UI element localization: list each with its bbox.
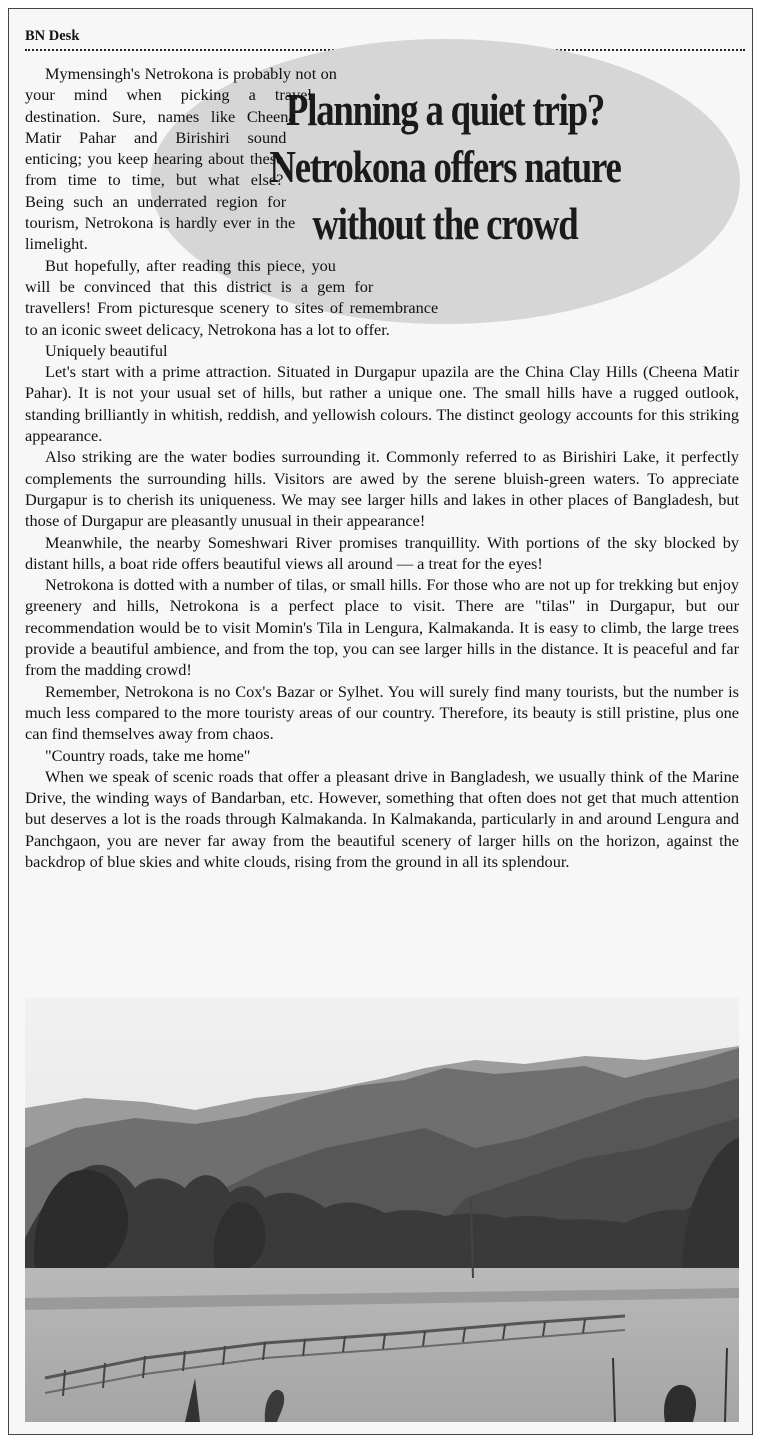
paragraph: Remember, Netrokona is no Cox's Bazar or Sylhet. You will surely find many tourists, but the number is much less compared to the more touristy areas of our country. Therefore, its beauty is still pristine, plus one can find themselves away from chaos. — [25, 681, 739, 744]
landscape-photo — [25, 998, 739, 1422]
headline-line: Netrokona offers nature — [269, 141, 621, 192]
paragraph: Meanwhile, the nearby Someshwari River promises tranquillity. With portions of the sky blocked by distant hills, a boat ride offers beautiful views all around — a treat for the eyes! — [25, 532, 739, 573]
paragraph: But hopefully, after reading this piece, you will be convinced that this district is a gem for travellers! From picturesque scenery to sites of remembrance to an iconic sweet delicacy, Netrokona has a lot to offer. — [25, 255, 439, 339]
paragraph: Netrokona is dotted with a number of tilas, or small hills. For those who are not up for trekking but enjoy greenery and hills, Netrokona is a perfect place to visit. There are "tilas" in Durgapur, but our recommendation would be to visit Momin's Tila in Lengura, Kalmakanda. It is easy to climb, the large trees provide a beautiful ambience, and from the top, you can see larger hills in the distance. It is peaceful and far from the madding crowd! — [25, 575, 739, 680]
paragraph: Mymensingh's Netrokona is probably not on your mind when picking a travel destination. Sure, names like Cheena Matir Pahar and Birishiri sound enticing; you keep hearing about these from time to time, but what else? Being such an underrated region for tourism, Netrokona is hardly ever in the limelight. — [25, 64, 337, 254]
article-body — [25, 63, 739, 872]
paragraph: Let's start with a prime attraction. Situated in Durgapur upazila are the China Clay Hills (Cheena Matir Pahar). It is not your usual set of hills, but rather a unique one. The small hills have a rugged outlook, standing brilliantly in whitish, reddish, and yellowish colours. The distinct geology accounts for this striking appearance. — [25, 362, 739, 446]
headline-line: Planning a quiet trip? — [285, 84, 605, 135]
byline: BN Desk — [25, 28, 80, 44]
subheading: Uniquely beautiful — [45, 340, 168, 360]
subheading: "Country roads, take me home" — [45, 745, 251, 765]
hills-landscape-image — [25, 998, 739, 1422]
headline-line: without the crowd — [312, 198, 578, 249]
paragraph: When we speak of scenic roads that offer a pleasant drive in Bangladesh, we usually think of the Marine Drive, the winding ways of Bandarban, etc. However, something that often does not get that much attention but deserves a lot is the roads through Kalmakanda. In Kalmakanda, particularly in and around Lengura and Panchgaon, you are never far away from the beautiful scenery of larger hills on the horizon, against the backdrop of blue skies and white clouds, rising from the ground in all its splendour. — [25, 766, 739, 871]
paragraph: Also striking are the water bodies surrounding it. Commonly referred to as Birishiri Lake, it perfectly complements the surrounding hills. Visitors are awed by the serene bluish-green waters. To appreciate Durgapur is to cherish its uniqueness. We may see larger hills and lakes in other places of Bangladesh, but those of Durgapur are pleasantly unusual in their appearance! — [25, 447, 739, 531]
article-page — [8, 8, 753, 1435]
